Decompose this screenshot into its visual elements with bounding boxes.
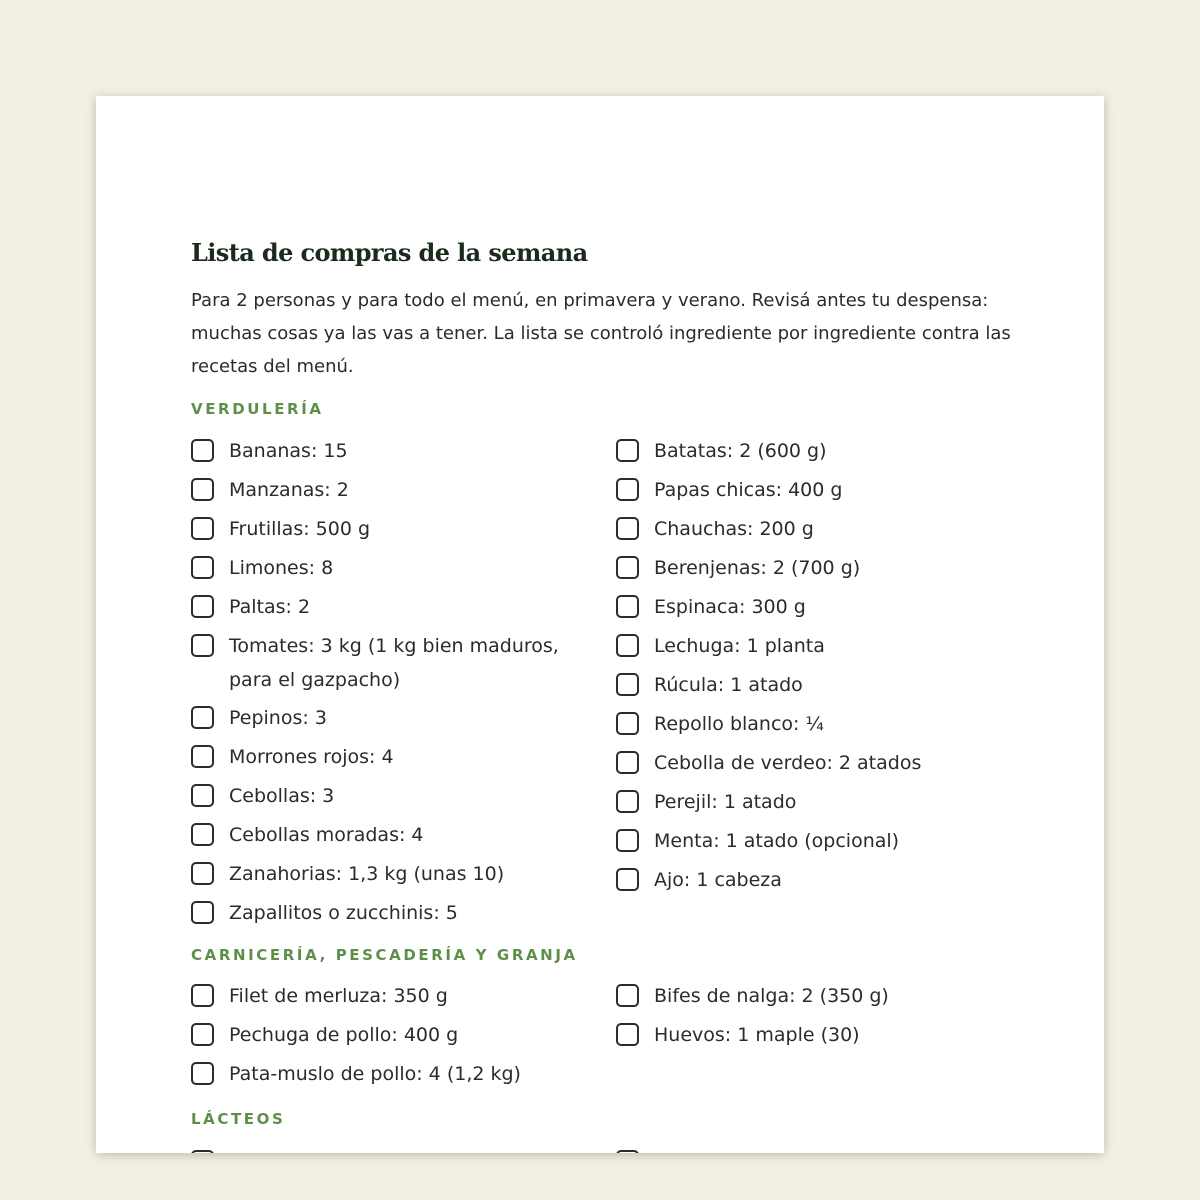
checklist-item-label: Pechuga de pollo: 400 g bbox=[229, 1024, 459, 1046]
checklist-item-label: Menta: 1 atado (opcional) bbox=[654, 830, 900, 852]
checklist-item-label: Zanahorias: 1,3 kg (unas 10) bbox=[229, 863, 505, 885]
checklist-item-label: Ajo: 1 cabeza bbox=[654, 869, 782, 891]
checklist-item-label: Manzanas: 2 bbox=[229, 479, 349, 501]
checklist-item[interactable] bbox=[191, 896, 591, 935]
shopping-list-page bbox=[96, 96, 1104, 1153]
checklist-item[interactable] bbox=[616, 746, 1021, 785]
checkbox[interactable] bbox=[191, 478, 214, 501]
checklist-item[interactable] bbox=[191, 740, 591, 779]
checklist-item[interactable] bbox=[191, 551, 591, 590]
checkbox[interactable] bbox=[616, 829, 639, 852]
checklist-item-label: Papas chicas: 400 g bbox=[654, 479, 843, 501]
verduleria-right-list bbox=[616, 434, 1021, 902]
checklist-item[interactable] bbox=[191, 1018, 591, 1057]
checklist-item[interactable] bbox=[191, 590, 591, 629]
checklist-item[interactable] bbox=[191, 434, 591, 473]
checkbox[interactable] bbox=[616, 1150, 639, 1153]
checklist-item-label: Limones: 8 bbox=[229, 557, 334, 579]
checklist-item-label: Bananas: 15 bbox=[229, 440, 348, 462]
checklist-item[interactable] bbox=[191, 818, 591, 857]
checklist-item-label: Paltas: 2 bbox=[229, 596, 311, 618]
checklist-item[interactable] bbox=[616, 979, 1021, 1018]
checklist-item[interactable] bbox=[616, 668, 1021, 707]
checkbox[interactable] bbox=[616, 478, 639, 501]
checkbox[interactable] bbox=[191, 634, 214, 657]
checkbox[interactable] bbox=[191, 1023, 214, 1046]
checklist-item-label: Repollo blanco: ¼ bbox=[654, 713, 824, 735]
checkbox[interactable] bbox=[191, 862, 214, 885]
checklist-item-label: Espinaca: 300 g bbox=[654, 596, 806, 618]
checklist-item[interactable] bbox=[616, 590, 1021, 629]
checkbox[interactable] bbox=[191, 595, 214, 618]
checklist-item[interactable] bbox=[191, 701, 591, 740]
section-heading-lacteos: LÁCTEOS bbox=[191, 1110, 286, 1128]
checklist-item-label: Tomates: 3 kg (1 kg bien maduros, para el gazpacho) bbox=[229, 635, 559, 691]
checklist-item[interactable] bbox=[191, 857, 591, 896]
checklist-item-label: Morrones rojos: 4 bbox=[229, 746, 394, 768]
carniceria-right-list bbox=[616, 979, 1021, 1057]
checkbox[interactable] bbox=[616, 517, 639, 540]
checkbox[interactable] bbox=[616, 790, 639, 813]
checklist-item[interactable] bbox=[616, 1018, 1021, 1057]
carniceria-left-list bbox=[191, 979, 591, 1096]
checkbox[interactable] bbox=[616, 595, 639, 618]
checkbox[interactable] bbox=[191, 784, 214, 807]
checkbox[interactable] bbox=[191, 901, 214, 924]
checklist-item[interactable] bbox=[616, 551, 1021, 590]
checkbox[interactable] bbox=[191, 1062, 214, 1085]
intro-paragraph: Para 2 personas y para todo el menú, en primavera y verano. Revisá antes tu despensa: muchas cosas ya las vas a tener. La lista se controló ingrediente por ingrediente contra las recetas del menú. bbox=[191, 290, 1011, 377]
checkbox[interactable] bbox=[191, 1150, 214, 1153]
checkbox[interactable] bbox=[616, 751, 639, 774]
checkbox[interactable] bbox=[191, 984, 214, 1007]
checklist-item-label: Rúcula: 1 atado bbox=[654, 674, 803, 696]
section-heading-verduleria: VERDULERÍA bbox=[191, 400, 324, 418]
checkbox[interactable] bbox=[616, 868, 639, 891]
checkbox[interactable] bbox=[191, 823, 214, 846]
checklist-item-label: Batatas: 2 (600 g) bbox=[654, 440, 827, 462]
checklist-item-label: Bifes de nalga: 2 (350 g) bbox=[654, 985, 889, 1007]
checkbox[interactable] bbox=[191, 517, 214, 540]
checkbox[interactable] bbox=[616, 984, 639, 1007]
checklist-item[interactable] bbox=[616, 707, 1021, 746]
checkbox[interactable] bbox=[616, 439, 639, 462]
checklist-item[interactable] bbox=[191, 473, 591, 512]
checklist-item-label: Cebollas moradas: 4 bbox=[229, 824, 424, 846]
checklist-item[interactable] bbox=[616, 863, 1021, 902]
checklist-item-label: Huevos: 1 maple (30) bbox=[654, 1024, 860, 1046]
page-title: Lista de compras de la semana bbox=[191, 238, 588, 267]
checklist-item-label: Berenjenas: 2 (700 g) bbox=[654, 557, 861, 579]
section-heading-carniceria: CARNICERÍA, PESCADERÍA Y GRANJA bbox=[191, 946, 578, 964]
checklist-item-label: Chauchas: 200 g bbox=[654, 518, 814, 540]
checklist-item[interactable] bbox=[616, 434, 1021, 473]
checkbox[interactable] bbox=[616, 1023, 639, 1046]
checklist-item-label: Lechuga: 1 planta bbox=[654, 635, 825, 657]
checklist-item[interactable] bbox=[616, 629, 1021, 668]
checklist-item[interactable] bbox=[191, 512, 591, 551]
checklist-item[interactable] bbox=[616, 512, 1021, 551]
checkbox[interactable] bbox=[616, 556, 639, 579]
verduleria-left-list bbox=[191, 434, 591, 935]
checkbox[interactable] bbox=[616, 634, 639, 657]
checklist-item-label: Cebolla de verdeo: 2 atados bbox=[654, 752, 922, 774]
checklist-item[interactable] bbox=[191, 779, 591, 818]
checkbox[interactable] bbox=[616, 673, 639, 696]
checkbox[interactable] bbox=[191, 706, 214, 729]
checklist-item[interactable] bbox=[616, 824, 1021, 863]
checklist-item-label: Zapallitos o zucchinis: 5 bbox=[229, 902, 458, 924]
checklist-item-label: Perejil: 1 atado bbox=[654, 791, 797, 813]
checklist-item-label: Frutillas: 500 g bbox=[229, 518, 371, 540]
checklist-item-label: Cebollas: 3 bbox=[229, 785, 335, 807]
checklist-item[interactable] bbox=[616, 473, 1021, 512]
checklist-item[interactable] bbox=[191, 629, 591, 701]
checklist-item[interactable] bbox=[616, 785, 1021, 824]
checkbox[interactable] bbox=[616, 712, 639, 735]
checklist-item-label: Filet de merluza: 350 g bbox=[229, 985, 448, 1007]
checklist-item-label: Pepinos: 3 bbox=[229, 707, 327, 729]
checkbox[interactable] bbox=[191, 745, 214, 768]
checkbox[interactable] bbox=[191, 439, 214, 462]
checklist-item-label: Pata-muslo de pollo: 4 (1,2 kg) bbox=[229, 1063, 521, 1085]
checkbox[interactable] bbox=[191, 556, 214, 579]
checklist-item[interactable] bbox=[191, 979, 591, 1018]
checklist-item[interactable] bbox=[191, 1057, 591, 1096]
